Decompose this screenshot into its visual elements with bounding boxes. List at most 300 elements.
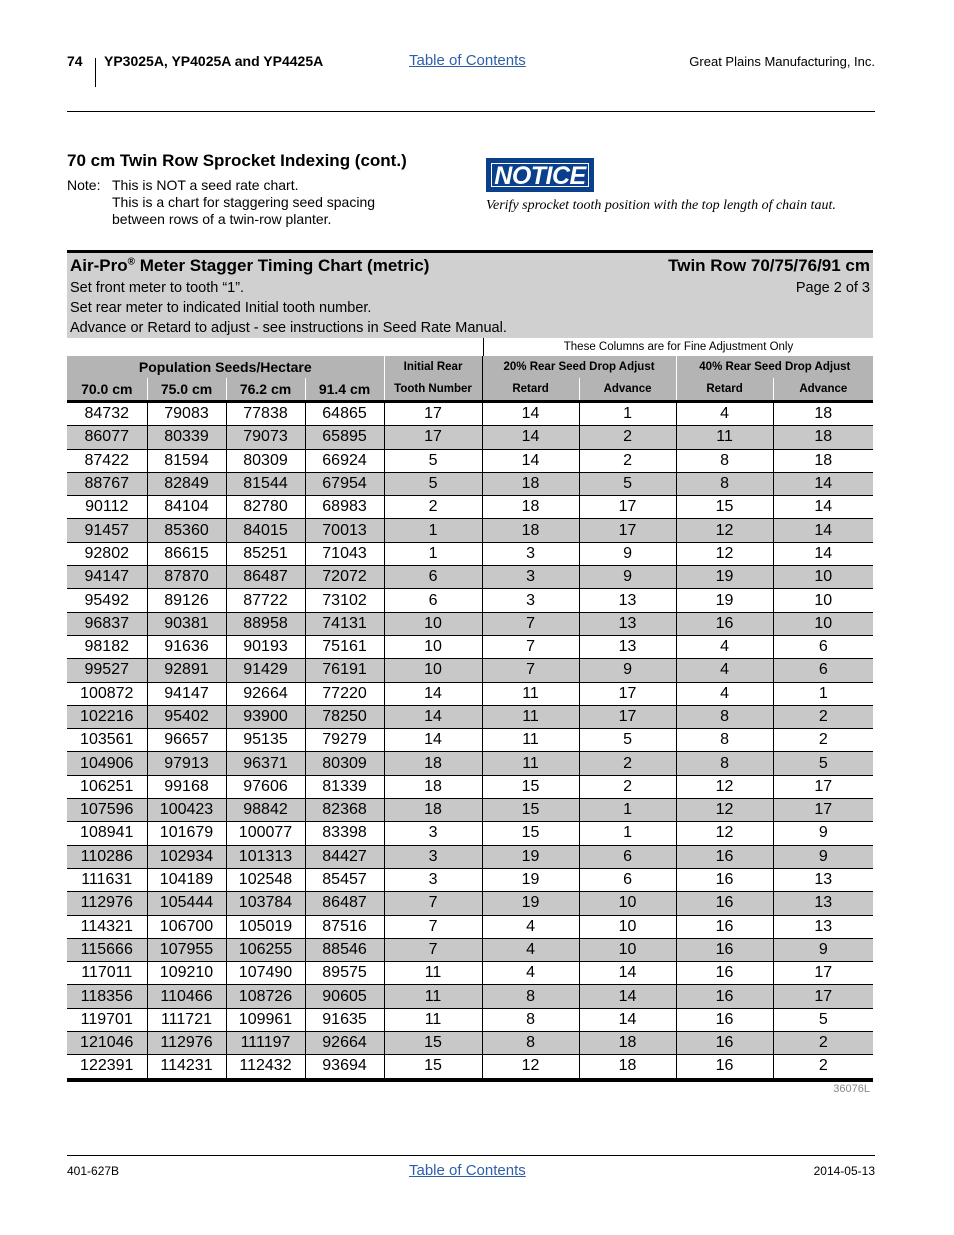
table-cell: 96657 — [147, 729, 226, 752]
table-cell: 17 — [773, 985, 873, 1008]
table-cell: 12 — [676, 542, 773, 565]
figure-id: 36076L — [833, 1083, 870, 1095]
table-cell: 17 — [384, 426, 482, 449]
table-cell: 103784 — [226, 892, 305, 915]
table-row — [67, 659, 873, 682]
table-cell: 108726 — [226, 985, 305, 1008]
chart-page: Page 2 of 3 — [795, 280, 870, 296]
table-cell: 17 — [579, 519, 676, 542]
header-toc-link[interactable]: Table of Contents — [409, 52, 526, 69]
advance20-header: Advance — [579, 378, 676, 402]
table-cell: 74131 — [305, 612, 384, 635]
table-cell: 4 — [676, 635, 773, 658]
table-cell: 3 — [482, 542, 579, 565]
table-cell: 90193 — [226, 635, 305, 658]
table-cell: 2 — [773, 705, 873, 728]
table-cell: 89126 — [147, 589, 226, 612]
table-cell: 15 — [676, 496, 773, 519]
table-cell: 2 — [579, 426, 676, 449]
table-cell: 19 — [482, 892, 579, 915]
table-cell: 2 — [773, 1032, 873, 1055]
population-header: Population Seeds/Hectare — [67, 356, 384, 378]
table-cell: 16 — [676, 845, 773, 868]
table-cell: 14 — [384, 729, 482, 752]
table-cell: 12 — [676, 519, 773, 542]
table-cell: 16 — [676, 938, 773, 961]
table-cell: 90112 — [67, 496, 147, 519]
note-line: between rows of a twin-row planter. — [112, 211, 332, 227]
footer-rule — [67, 1155, 875, 1156]
table-cell: 106700 — [147, 915, 226, 938]
header-rule — [67, 111, 875, 112]
table-cell: 97606 — [226, 775, 305, 798]
table-cell: 1 — [579, 402, 676, 426]
table-cell: 13 — [773, 915, 873, 938]
table-row — [67, 635, 873, 658]
table-cell: 16 — [676, 1055, 773, 1080]
table-cell: 15 — [482, 775, 579, 798]
table-cell: 91429 — [226, 659, 305, 682]
table-cell: 15 — [384, 1032, 482, 1055]
table-row — [67, 822, 873, 845]
table-row — [67, 542, 873, 565]
table-cell: 102216 — [67, 705, 147, 728]
table-row — [67, 519, 873, 542]
table-row — [67, 1055, 873, 1080]
table-cell: 79073 — [226, 426, 305, 449]
table-cell: 79083 — [147, 402, 226, 426]
drop20-header: 20% Rear Seed Drop Adjust — [482, 356, 676, 378]
initial-rear-header: Initial Rear — [384, 356, 482, 378]
table-cell: 4 — [482, 938, 579, 961]
table-cell: 102934 — [147, 845, 226, 868]
table-cell: 114321 — [67, 915, 147, 938]
chart-title-right: Twin Row 70/75/76/91 cm — [668, 256, 870, 275]
table-cell: 80339 — [147, 426, 226, 449]
table-row — [67, 682, 873, 705]
table-cell: 3 — [384, 845, 482, 868]
table-cell: 18 — [773, 426, 873, 449]
fine-adjust-note: These Columns are for Fine Adjustment Only — [483, 338, 873, 356]
table-cell: 8 — [676, 472, 773, 495]
table-cell: 10 — [384, 612, 482, 635]
table-cell: 99168 — [147, 775, 226, 798]
table-cell: 96371 — [226, 752, 305, 775]
table-cell: 12 — [676, 799, 773, 822]
table-cell: 111197 — [226, 1032, 305, 1055]
table-cell: 114231 — [147, 1055, 226, 1080]
table-cell: 17 — [773, 962, 873, 985]
col-91cm: 91.4 cm — [305, 378, 384, 402]
table-cell: 9 — [773, 845, 873, 868]
note-line: This is NOT a seed rate chart. — [112, 177, 299, 193]
chart-title — [70, 256, 429, 276]
table-cell: 4 — [676, 659, 773, 682]
table-cell: 16 — [676, 1008, 773, 1031]
table-row — [67, 962, 873, 985]
table-cell: 5 — [384, 449, 482, 472]
table-cell: 117011 — [67, 962, 147, 985]
table-cell: 1 — [773, 682, 873, 705]
table-cell: 72072 — [305, 566, 384, 589]
table-cell: 19 — [482, 845, 579, 868]
table-cell: 112976 — [147, 1032, 226, 1055]
table-cell: 3 — [482, 566, 579, 589]
table-row — [67, 775, 873, 798]
page-number: 74 — [67, 53, 83, 69]
table-cell: 6 — [579, 845, 676, 868]
table-cell: 85457 — [305, 868, 384, 891]
table-cell: 105444 — [147, 892, 226, 915]
table-row — [67, 705, 873, 728]
table-cell: 16 — [676, 612, 773, 635]
table-cell: 115666 — [67, 938, 147, 961]
table-cell: 17 — [579, 496, 676, 519]
table-cell: 8 — [482, 1008, 579, 1031]
retard20-header: Retard — [482, 378, 579, 402]
table-cell: 97913 — [147, 752, 226, 775]
table-cell: 14 — [384, 682, 482, 705]
registered-mark: ® — [127, 256, 135, 268]
table-cell: 93694 — [305, 1055, 384, 1080]
table-cell: 100077 — [226, 822, 305, 845]
table-cell: 5 — [773, 1008, 873, 1031]
table-cell: 86077 — [67, 426, 147, 449]
table-cell: 14 — [579, 962, 676, 985]
table-cell: 5 — [384, 472, 482, 495]
table-cell: 11 — [384, 1008, 482, 1031]
retard40-header: Retard — [676, 378, 773, 402]
table-cell: 18 — [482, 472, 579, 495]
table-cell: 8 — [482, 985, 579, 1008]
table-cell: 94147 — [147, 682, 226, 705]
table-cell: 6 — [384, 566, 482, 589]
table-cell: 10 — [773, 612, 873, 635]
table-cell: 19 — [676, 566, 773, 589]
table-cell: 11 — [482, 752, 579, 775]
table-cell: 2 — [579, 449, 676, 472]
table-cell: 18 — [482, 519, 579, 542]
table-cell: 80309 — [226, 449, 305, 472]
table-cell: 1 — [384, 519, 482, 542]
table-cell: 78250 — [305, 705, 384, 728]
table-cell: 19 — [676, 589, 773, 612]
table-cell: 107490 — [226, 962, 305, 985]
table-cell: 18 — [384, 775, 482, 798]
table-cell: 16 — [676, 985, 773, 1008]
table-row — [67, 589, 873, 612]
advance40-header: Advance — [773, 378, 873, 402]
table-cell: 65895 — [305, 426, 384, 449]
notice-badge — [486, 158, 594, 192]
table-cell: 8 — [676, 729, 773, 752]
table-cell: 18 — [773, 402, 873, 426]
table-cell: 99527 — [67, 659, 147, 682]
table-cell: 16 — [676, 915, 773, 938]
table-cell: 11 — [482, 682, 579, 705]
table-cell: 82780 — [226, 496, 305, 519]
table-cell: 18 — [384, 799, 482, 822]
table-cell: 7 — [384, 915, 482, 938]
table-cell: 11 — [384, 985, 482, 1008]
table-cell: 109210 — [147, 962, 226, 985]
table-cell: 84732 — [67, 402, 147, 426]
table-cell: 103561 — [67, 729, 147, 752]
table-cell: 2 — [773, 1055, 873, 1080]
table-cell: 14 — [773, 496, 873, 519]
table-cell: 11 — [384, 962, 482, 985]
chart-instruction: Advance or Retard to adjust - see instructions in Seed Rate Manual. — [70, 320, 507, 336]
table-cell: 17 — [579, 682, 676, 705]
table-row — [67, 426, 873, 449]
table-cell: 15 — [384, 1055, 482, 1080]
table-row — [67, 1008, 873, 1031]
table-cell: 14 — [579, 985, 676, 1008]
table-cell: 107596 — [67, 799, 147, 822]
table-cell: 101313 — [226, 845, 305, 868]
header-divider — [95, 58, 96, 87]
table-cell: 16 — [676, 962, 773, 985]
table-cell: 88767 — [67, 472, 147, 495]
table-cell: 14 — [773, 519, 873, 542]
table-cell: 96837 — [67, 612, 147, 635]
table-cell: 87870 — [147, 566, 226, 589]
table-cell: 106255 — [226, 938, 305, 961]
table-cell: 95402 — [147, 705, 226, 728]
table-cell: 11 — [482, 705, 579, 728]
table-cell: 16 — [676, 892, 773, 915]
table-cell: 8 — [482, 1032, 579, 1055]
tooth-number-header: Tooth Number — [384, 378, 482, 402]
table-cell: 18 — [773, 449, 873, 472]
table-cell: 10 — [773, 566, 873, 589]
table-cell: 5 — [579, 472, 676, 495]
table-cell: 91636 — [147, 635, 226, 658]
table-row — [67, 402, 873, 426]
table-cell: 88546 — [305, 938, 384, 961]
table-row — [67, 496, 873, 519]
table-cell: 10 — [384, 635, 482, 658]
table-cell: 71043 — [305, 542, 384, 565]
table-cell: 14 — [384, 705, 482, 728]
table-cell: 4 — [482, 915, 579, 938]
table-cell: 7 — [384, 892, 482, 915]
table-cell: 108941 — [67, 822, 147, 845]
table-cell: 107955 — [147, 938, 226, 961]
table-cell: 10 — [579, 938, 676, 961]
header-company: Great Plains Manufacturing, Inc. — [689, 54, 875, 69]
table-cell: 13 — [579, 635, 676, 658]
table-cell: 91457 — [67, 519, 147, 542]
table-cell: 3 — [384, 822, 482, 845]
table-cell: 92891 — [147, 659, 226, 682]
note-text — [112, 177, 432, 228]
table-cell: 98182 — [67, 635, 147, 658]
table-cell: 6 — [773, 635, 873, 658]
table-row — [67, 729, 873, 752]
table-cell: 82368 — [305, 799, 384, 822]
table-cell: 13 — [773, 868, 873, 891]
table-cell: 6 — [384, 589, 482, 612]
table-cell: 14 — [579, 1008, 676, 1031]
notice-text: Verify sprocket tooth position with the top length of chain taut. — [486, 198, 836, 213]
table-cell: 18 — [579, 1032, 676, 1055]
table-cell: 81339 — [305, 775, 384, 798]
table-cell: 17 — [773, 775, 873, 798]
table-cell: 88958 — [226, 612, 305, 635]
table-cell: 110466 — [147, 985, 226, 1008]
table-cell: 14 — [482, 426, 579, 449]
table-cell: 112432 — [226, 1055, 305, 1080]
table-cell: 13 — [579, 612, 676, 635]
table-cell: 8 — [676, 449, 773, 472]
table-row — [67, 472, 873, 495]
col-76cm: 76.2 cm — [226, 378, 305, 402]
table-cell: 86615 — [147, 542, 226, 565]
table-cell: 93900 — [226, 705, 305, 728]
table-cell: 87422 — [67, 449, 147, 472]
table-cell: 4 — [676, 682, 773, 705]
chart-instruction: Set front meter to tooth “1”. — [70, 280, 245, 296]
table-cell: 12 — [482, 1055, 579, 1080]
table-body — [67, 402, 873, 1080]
table-cell: 111631 — [67, 868, 147, 891]
table-cell: 6 — [579, 868, 676, 891]
table-cell: 7 — [384, 938, 482, 961]
table-cell: 81594 — [147, 449, 226, 472]
table-cell: 100872 — [67, 682, 147, 705]
table-cell: 4 — [482, 962, 579, 985]
table-cell: 122391 — [67, 1055, 147, 1080]
table-cell: 101679 — [147, 822, 226, 845]
table-cell: 11 — [482, 729, 579, 752]
table-cell: 68983 — [305, 496, 384, 519]
table-cell: 109961 — [226, 1008, 305, 1031]
table-cell: 75161 — [305, 635, 384, 658]
table-cell: 1 — [579, 799, 676, 822]
table-cell: 3 — [384, 868, 482, 891]
table-cell: 85251 — [226, 542, 305, 565]
table-cell: 95135 — [226, 729, 305, 752]
table-cell: 76191 — [305, 659, 384, 682]
table-cell: 94147 — [67, 566, 147, 589]
table-cell: 9 — [579, 566, 676, 589]
table-cell: 6 — [773, 659, 873, 682]
table-cell: 7 — [482, 635, 579, 658]
table-cell: 3 — [482, 589, 579, 612]
table-cell: 16 — [676, 1032, 773, 1055]
table-cell: 104906 — [67, 752, 147, 775]
table-cell: 10 — [384, 659, 482, 682]
table-cell: 104189 — [147, 868, 226, 891]
footer-toc-link[interactable]: Table of Contents — [409, 1162, 526, 1179]
table-cell: 4 — [676, 402, 773, 426]
chart-instruction: Set rear meter to indicated Initial tooth number. — [70, 300, 372, 316]
table-cell: 79279 — [305, 729, 384, 752]
table-cell: 17 — [384, 402, 482, 426]
table-cell: 87722 — [226, 589, 305, 612]
table-cell: 98842 — [226, 799, 305, 822]
table-row — [67, 938, 873, 961]
table-cell: 7 — [482, 612, 579, 635]
col-75cm: 75.0 cm — [147, 378, 226, 402]
table-cell: 14 — [482, 449, 579, 472]
table-cell: 2 — [773, 729, 873, 752]
drop40-header: 40% Rear Seed Drop Adjust — [676, 356, 873, 378]
table-cell: 67954 — [305, 472, 384, 495]
table-cell: 10 — [579, 892, 676, 915]
table-cell: 9 — [773, 938, 873, 961]
table-row — [67, 868, 873, 891]
chart-title-rest: Meter Stagger Timing Chart (metric) — [135, 256, 430, 275]
col-70cm: 70.0 cm — [67, 378, 147, 402]
table-cell: 9 — [773, 822, 873, 845]
table-cell: 105019 — [226, 915, 305, 938]
table-cell: 86487 — [226, 566, 305, 589]
table-cell: 84104 — [147, 496, 226, 519]
table-cell: 102548 — [226, 868, 305, 891]
table-cell: 9 — [579, 659, 676, 682]
table-cell: 77838 — [226, 402, 305, 426]
table-cell: 91635 — [305, 1008, 384, 1031]
table-cell: 70013 — [305, 519, 384, 542]
table-cell: 18 — [384, 752, 482, 775]
table-cell: 112976 — [67, 892, 147, 915]
note-line: This is a chart for staggering seed spacing — [112, 194, 376, 210]
table-cell: 119701 — [67, 1008, 147, 1031]
chart-title-main: Air-Pro — [70, 256, 128, 275]
table-cell: 84427 — [305, 845, 384, 868]
table-row — [67, 752, 873, 775]
table-cell: 18 — [482, 496, 579, 519]
table-row — [67, 566, 873, 589]
table-cell: 80309 — [305, 752, 384, 775]
table-cell: 100423 — [147, 799, 226, 822]
table-cell: 84015 — [226, 519, 305, 542]
table-cell: 15 — [482, 822, 579, 845]
table-cell: 13 — [773, 892, 873, 915]
table-cell: 17 — [773, 799, 873, 822]
table-cell: 92802 — [67, 542, 147, 565]
table-cell: 110286 — [67, 845, 147, 868]
table-cell: 2 — [384, 496, 482, 519]
note-label: Note: — [67, 177, 101, 193]
table-cell: 8 — [676, 705, 773, 728]
table-cell: 13 — [579, 589, 676, 612]
table-row — [67, 915, 873, 938]
table-cell: 16 — [676, 868, 773, 891]
table-cell: 12 — [676, 775, 773, 798]
table-cell: 86487 — [305, 892, 384, 915]
table-cell: 2 — [579, 775, 676, 798]
table-cell: 118356 — [67, 985, 147, 1008]
table-cell: 14 — [773, 542, 873, 565]
table-cell: 5 — [773, 752, 873, 775]
table-cell: 1 — [384, 542, 482, 565]
table-cell: 8 — [676, 752, 773, 775]
table-cell: 85360 — [147, 519, 226, 542]
table-cell: 106251 — [67, 775, 147, 798]
footer-date: 2014-05-13 — [813, 1164, 875, 1178]
table-cell: 81544 — [226, 472, 305, 495]
table-cell: 64865 — [305, 402, 384, 426]
table-cell: 7 — [482, 659, 579, 682]
table-cell: 73102 — [305, 589, 384, 612]
table-row — [67, 1032, 873, 1055]
table-cell: 9 — [579, 542, 676, 565]
table-cell: 87516 — [305, 915, 384, 938]
table-cell: 14 — [773, 472, 873, 495]
